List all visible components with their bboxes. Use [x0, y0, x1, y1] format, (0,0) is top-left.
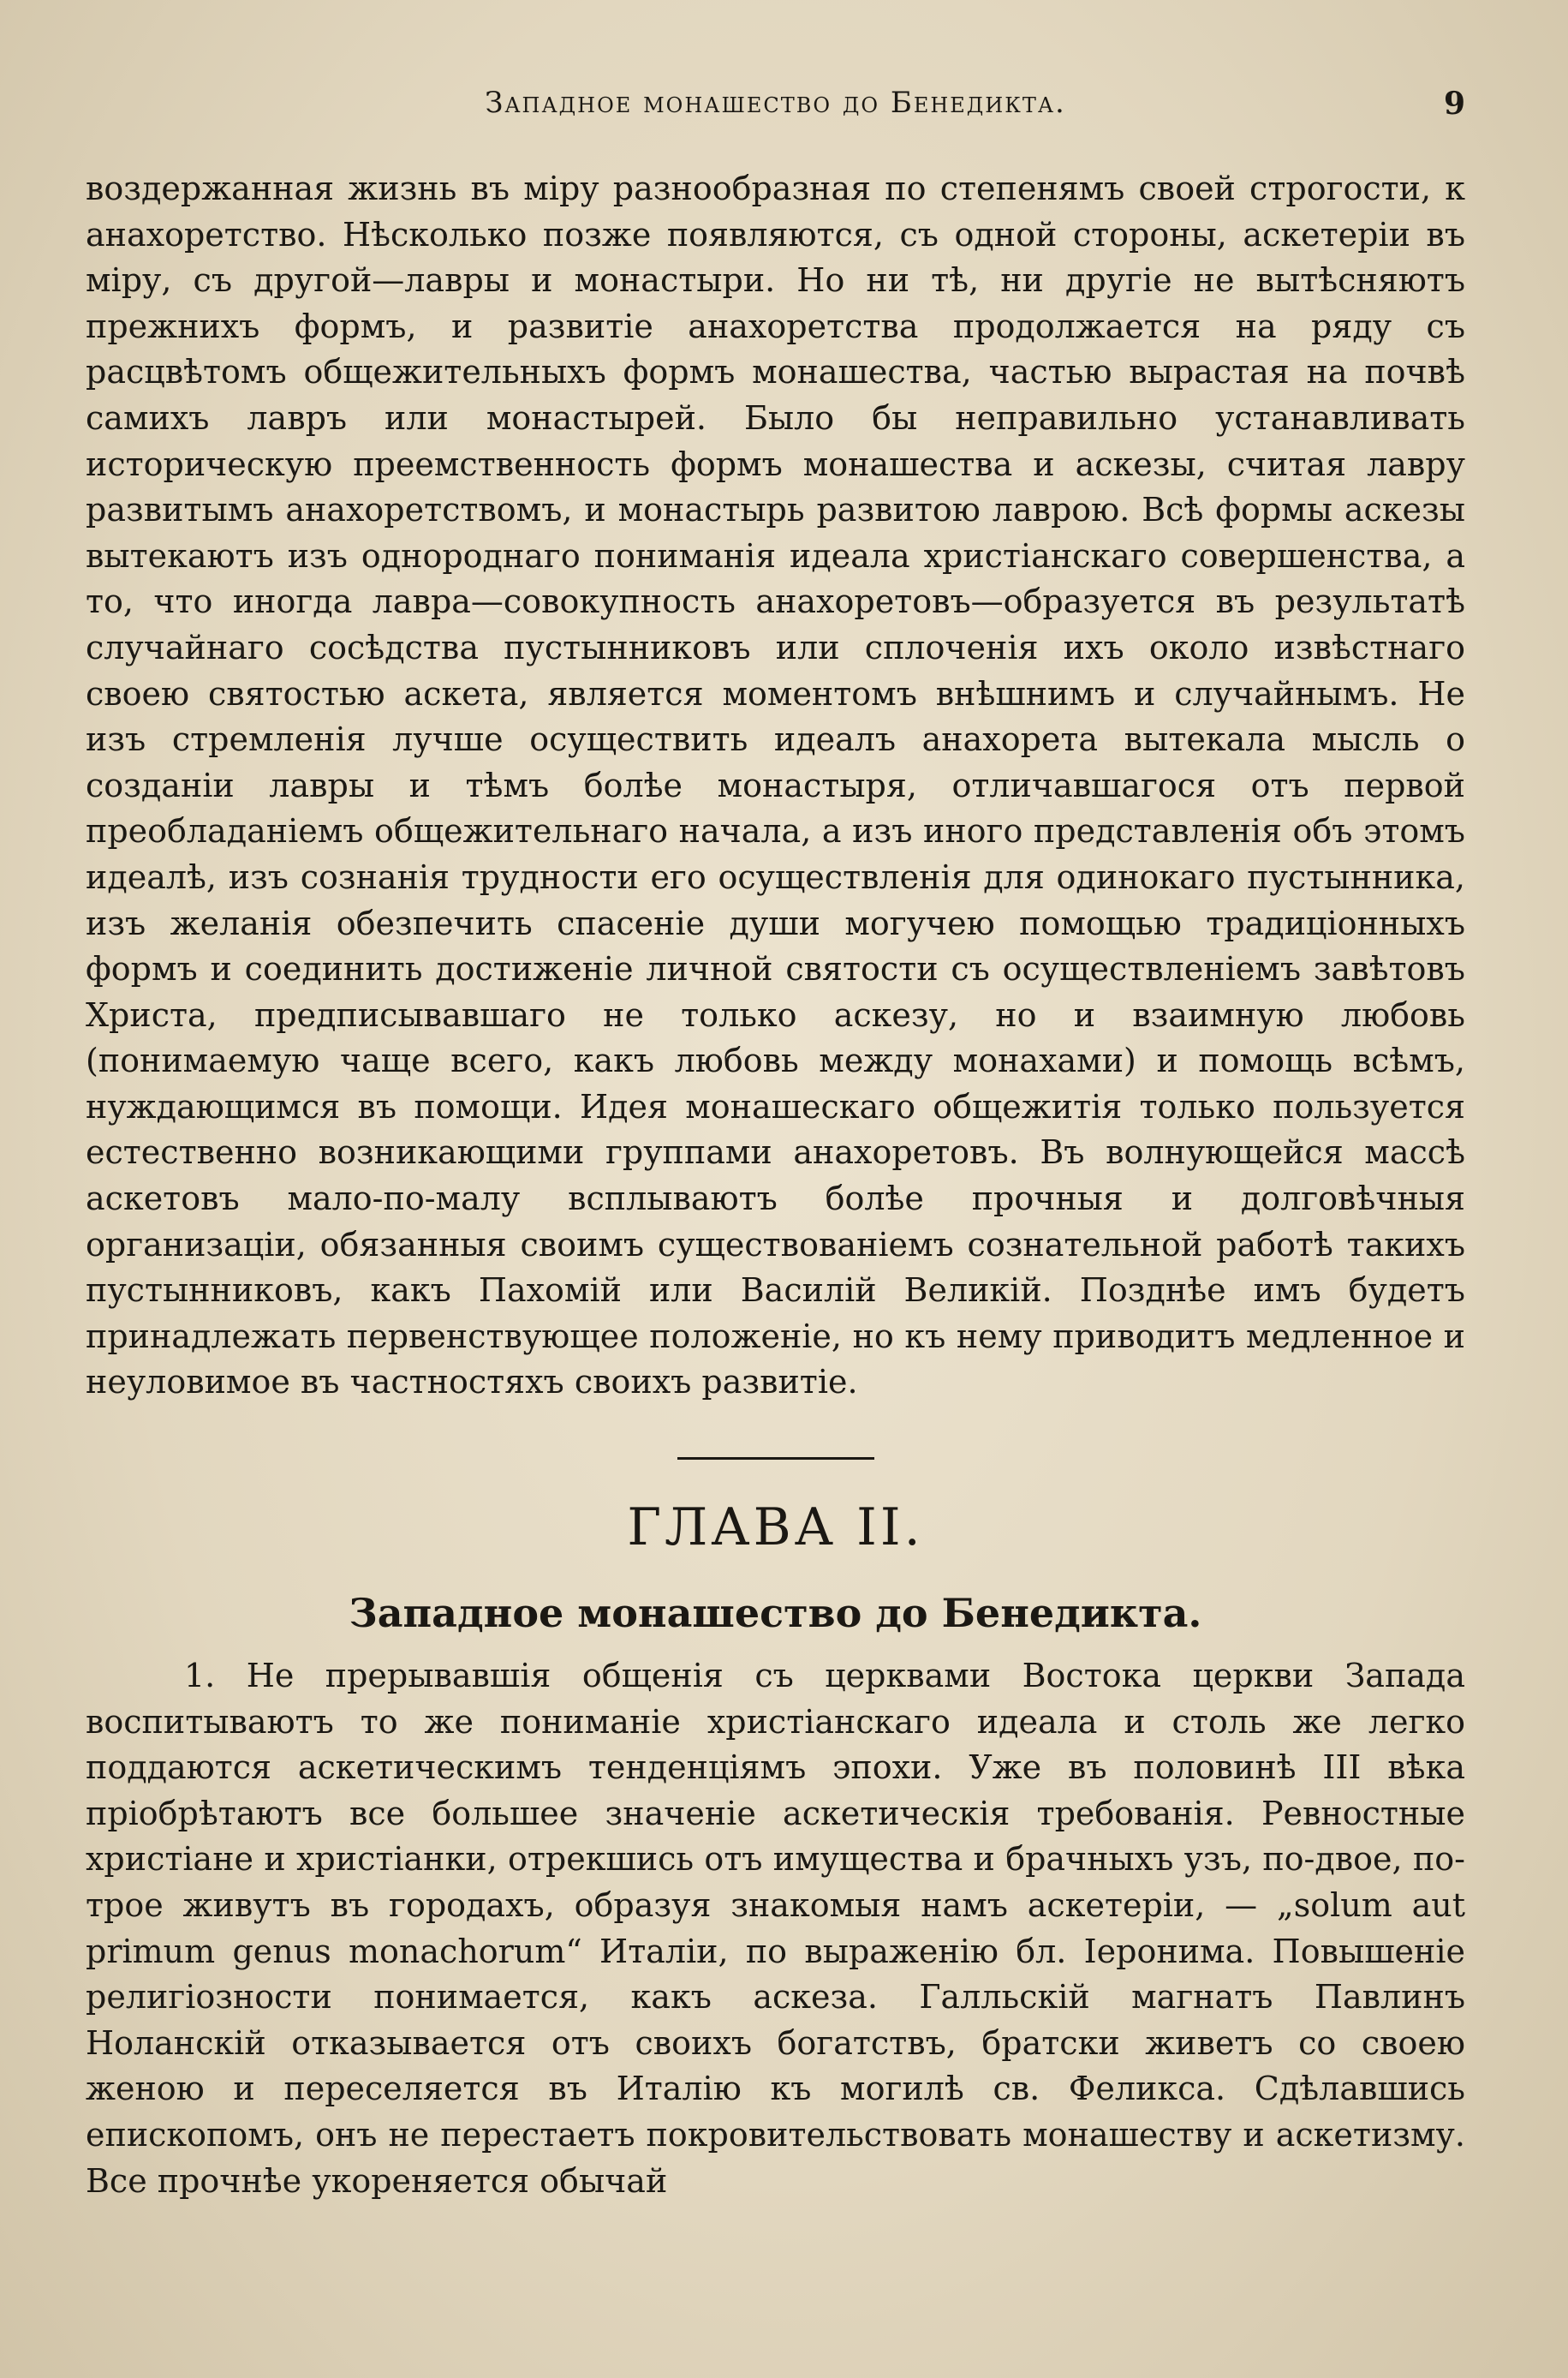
running-title: Западное монашество до Бенедикта. — [485, 86, 1066, 120]
page-number: 9 — [1443, 86, 1465, 122]
paragraph-2: 1. Не прерывавшiя общенiя съ церквами Востока церкви Запада воспитываютъ то же пониманiе христiанскаго идеала и столь же легко поддаются аскетическимъ тенденцiямъ эпохи. Уже въ половинѣ III вѣка прiобрѣтаютъ все большее значенiе аскетическiя требованiя. Ревностные христiане и христiанки, отрекшись отъ имущества и брачныхъ узъ, по-двое, по-трое живутъ въ городахъ, образуя знакомыя намъ аскетерiи, — „solum aut primum genus monachorum“ Италiи, по выраженiю бл. Iеронима. Повышенiе религiозности понимается, какъ аскеза. Галльскiй магнатъ Павлинъ Ноланскiй отказывается отъ своихъ богатствъ, братски живетъ со своею женою и переселяется въ Италiю къ могилѣ св. Феликса. Сдѣлавшись епископомъ, онъ не перестаетъ покровительствовать монашеству и аскетизму. Все прочнѣе укореняется обычай — [86, 1657, 1465, 2200]
body-text — [86, 166, 1465, 1406]
section-separator — [677, 1457, 874, 1460]
body-text-2 — [86, 1653, 1465, 2204]
chapter-label: ГЛАВА II. — [627, 1497, 924, 1558]
running-head — [86, 86, 1465, 146]
chapter-title: Западное монашество до Бенедикта. — [349, 1590, 1202, 1637]
paragraph-1: воздержанная жизнь въ мiру разнообразная по степенямъ своей строгости, к анахоретство. Нѣсколько позже появляются, съ одной стороны, аскетерiи въ мiру, съ другой—лавры и монастыри. Но ни тѣ, ни другiе не вытѣсняютъ прежнихъ формъ, и развитiе анахоретства продолжается на ряду съ расцвѣтомъ общежительныхъ формъ монашества, частью вырастая на почвѣ самихъ лавръ или монастырей. Было бы неправильно устанавливать историческую преемственность формъ монашества и аскезы, считая лавру развитымъ анахоретствомъ, и монастырь развитою лаврою. Всѣ формы аскезы вытекаютъ изъ однороднаго пониманiя идеала христiанскаго совершенства, а то, что иногда лавра—совокупность анахоретовъ—образуется въ результатѣ случайнаго сосѣдства пустынниковъ или сплоченiя ихъ около извѣстнаго своею святостью аскета, является моментомъ внѣшнимъ и случайнымъ. Не изъ стремленiя лучше осуществить идеалъ анахорета вытекала мысль о созданiи лавры и тѣмъ болѣе монастыря, отличавшагося отъ первой преобладанiемъ общежительнаго начала, а изъ иного представленiя объ этомъ идеалѣ, изъ сознанiя трудности его осуществленiя для одинокаго пустынника, изъ желанiя обезпечить спасенiе души могучею помощью традицiонныхъ формъ и соединить достиженiе личной святости съ осуществленiемъ завѣтовъ Христа, предписывавшаго не только аскезу, но и взаимную любовь (понимаемую чаще всего, какъ любовь между монахами) и помощь всѣмъ, нуждающимся въ помощи. Идея монашескаго общежитiя только пользуется естественно возникающими группами анахоретовъ. Въ волнующейся массѣ аскетовъ мало-по-малу всплываютъ болѣе прочныя и долговѣчныя организацiи, обязанныя своимъ существованiемъ сознательной работѣ такихъ пустынниковъ, какъ Пахомiй или Василiй Великiй. Позднѣе имъ будетъ принадлежать первенствующее положенiе, но къ нему приводитъ медленное и неуловимое въ частностяхъ своихъ развитiе. — [86, 170, 1465, 1401]
